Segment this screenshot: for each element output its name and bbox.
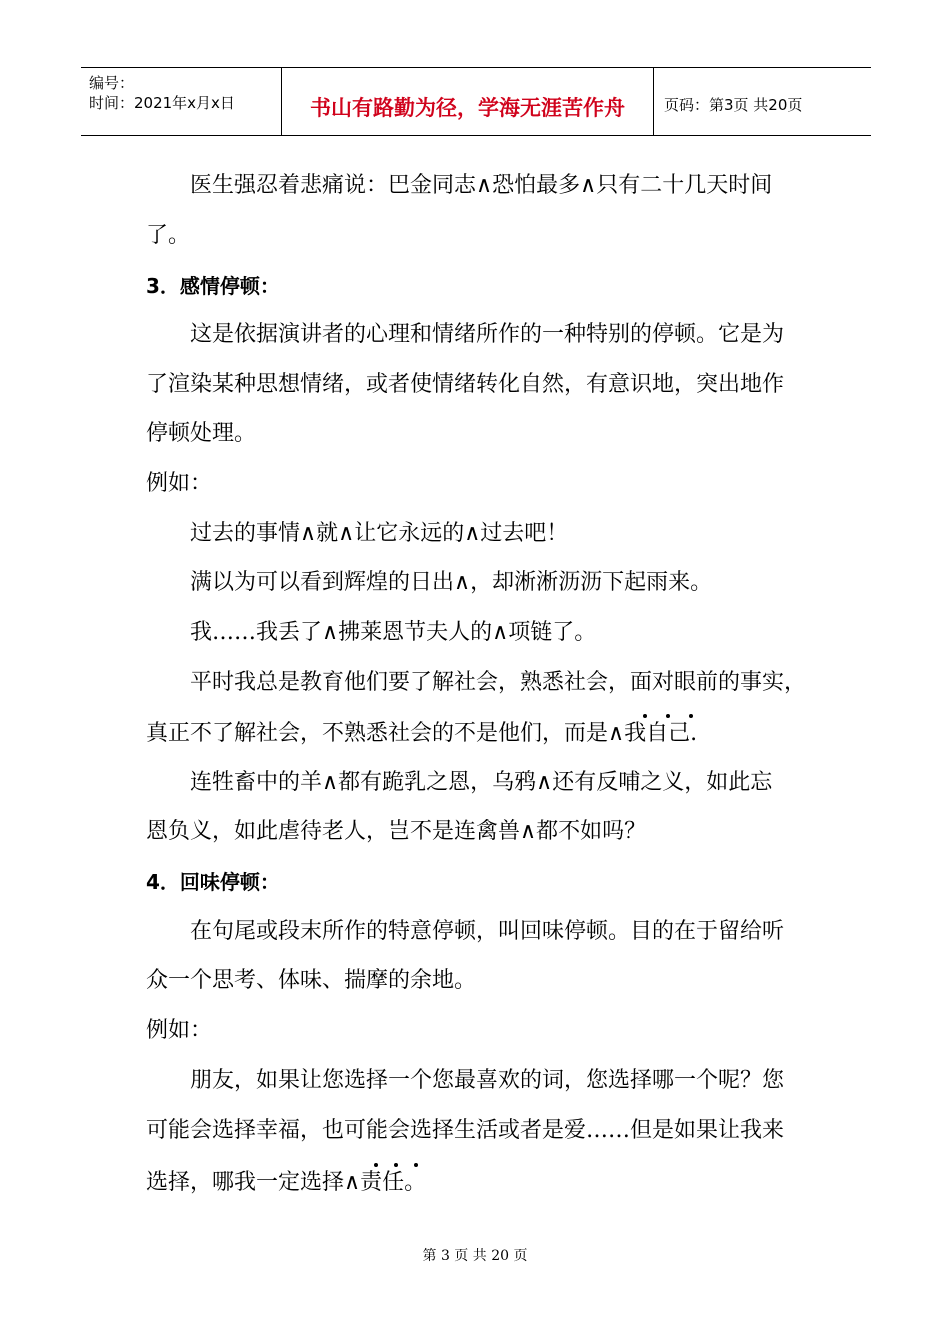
date-label: 时间：2021年x月x日 (89, 94, 235, 112)
header-page-cell (654, 68, 871, 135)
paragraph-line: 了。 (146, 223, 191, 248)
paragraph-line: 停顿处理。 (146, 421, 257, 446)
example-label: 例如： (146, 471, 213, 496)
example-line: 朋友，如果让您选择一个您最喜欢的词，您选择哪一个呢？您 (190, 1068, 785, 1093)
page-info: 页码：第3页 共20页 (664, 96, 803, 114)
emphasis-dot (414, 1163, 418, 1167)
example-line: 过去的事情∧就∧让它永远的∧过去吧！ (190, 521, 569, 546)
paragraph-line: 医生强忍着悲痛说：巴金同志∧恐怕最多∧只有二十几天时间 (190, 173, 773, 198)
code-label: 编号： (89, 74, 135, 92)
example-line: 恩负义，如此虐待老人，岂不是连禽兽∧都不如吗？ (146, 819, 647, 844)
paragraph-line: 了渲染某种思想情绪，或者使情绪转化自然，有意识地，突出地作 (146, 372, 785, 397)
emphasis-dot (643, 714, 647, 718)
paragraph-line: 在句尾或段末所作的特意停顿，叫回味停顿。目的在于留给听 (190, 919, 785, 944)
emphasis-dot (666, 714, 670, 718)
header-motto-cell (281, 68, 654, 135)
header-meta-cell (81, 68, 281, 135)
example-label: 例如： (146, 1018, 213, 1043)
example-line: 连牲畜中的羊∧都有跪乳之恩，乌鸦∧还有反哺之义，如此忘 (190, 770, 773, 795)
document-header (81, 67, 871, 136)
section-heading-3: 3．感情停顿： (146, 274, 280, 298)
paragraph-line: 这是依据演讲者的心理和情绪所作的一种特别的停顿。它是为 (190, 322, 785, 347)
section-heading-4: 4．回味停顿： (146, 870, 280, 894)
example-line: 真正不了解社会，不熟悉社会的不是他们，而是∧我自己. (146, 721, 698, 746)
emphasis-dot (689, 714, 693, 718)
paragraph-line: 众一个思考、体味、揣摩的余地。 (146, 968, 477, 993)
motto-text: 书山有路勤为径，学海无涯苦作舟 (310, 96, 625, 120)
example-line: 满以为可以看到辉煌的日出∧，却淅淅沥沥下起雨来。 (190, 570, 713, 595)
page-footer: 第 3 页 共 20 页 (422, 1248, 528, 1264)
emphasis-dot (374, 1163, 378, 1167)
example-line: 平时我总是教育他们要了解社会，熟悉社会，面对眼前的事实， (190, 670, 807, 695)
emphasis-dot (394, 1163, 398, 1167)
example-line: 选择，哪我一定选择∧责任。 (146, 1170, 427, 1195)
example-line: 可能会选择幸福，也可能会选择生活或者是爱……但是如果让我来 (146, 1118, 785, 1143)
example-line: 我……我丢了∧拂莱恩节夫人的∧项链了。 (190, 620, 597, 645)
